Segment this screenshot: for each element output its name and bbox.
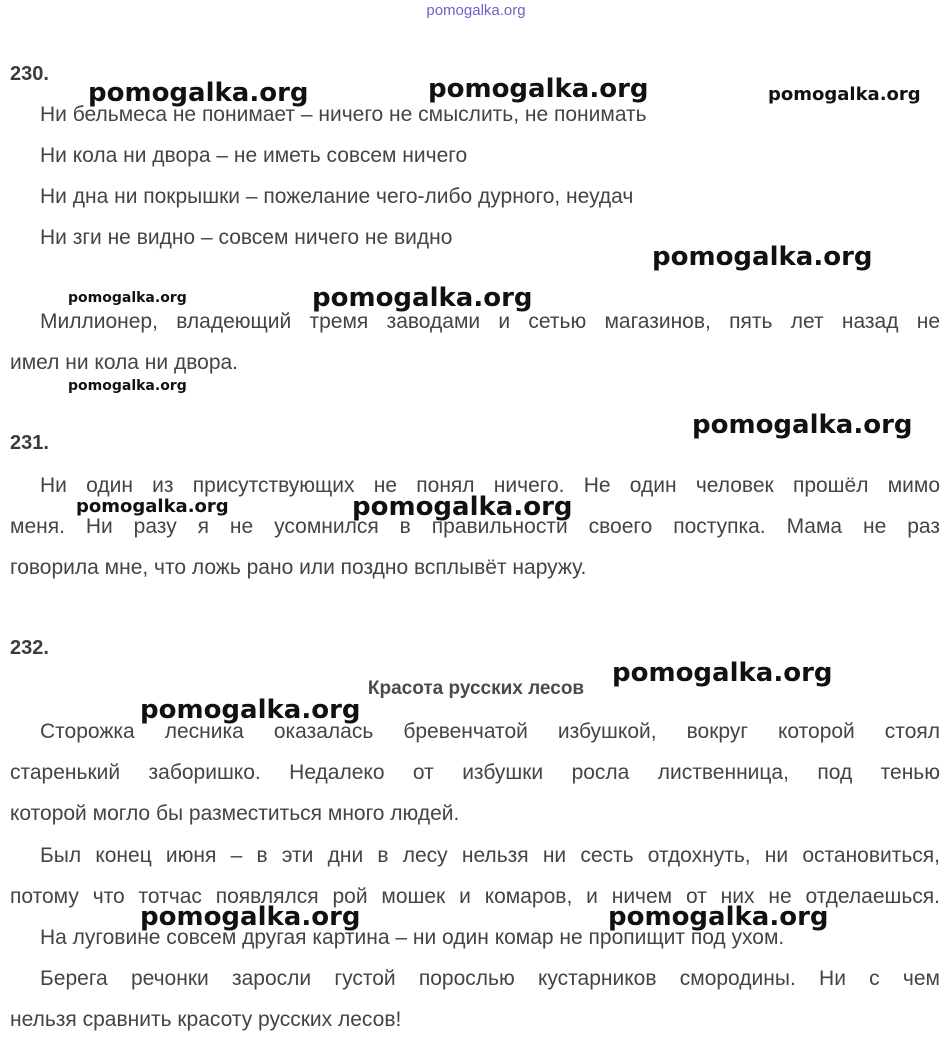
text-row: Ни один из присутствующих не понял ничего. Не один человек прошёл мимо xyxy=(40,474,940,497)
watermark: pomogalka.org xyxy=(768,84,921,105)
watermark: pomogalka.org xyxy=(652,242,873,272)
watermark: pomogalka.org xyxy=(140,902,361,932)
text-row: которой могло бы разместиться много людей. xyxy=(10,802,460,825)
idiom-line: Ни бельмеса не понимает – ничего не смыслить, не понимать xyxy=(40,103,647,126)
text-row: имел ни кола ни двора. xyxy=(10,351,239,374)
watermark: pomogalka.org xyxy=(68,378,187,394)
text-row: На луговине совсем другая картина – ни один комар не пропищит под ухом. xyxy=(40,926,785,949)
text-row: Миллионер, владеющий тремя заводами и сетью магазинов, пять лет назад не xyxy=(40,310,940,333)
text-title: Красота русских лесов xyxy=(367,678,585,699)
exercise-number-230: 230. xyxy=(10,63,49,85)
text-row: говорила мне, что ложь рано или поздно всплывёт наружу. xyxy=(10,556,587,579)
paragraph-232-4 xyxy=(10,958,940,1040)
text-row: Сторожка лесника оказалась бревенчатой избушкой, вокруг которой стоял xyxy=(40,720,940,743)
idiom-line: Ни дна ни покрышки – пожелание чего-либо дурного, неудач xyxy=(40,185,634,208)
watermark: pomogalka.org xyxy=(692,410,913,440)
watermark: pomogalka.org xyxy=(76,496,229,517)
text-row: Был конец июня – в эти дни в лесу нельзя ни сесть отдохнуть, ни остановиться, xyxy=(40,844,940,867)
idiom-line: Ни кола ни двора – не иметь совсем ничего xyxy=(40,144,468,167)
watermark: pomogalka.org xyxy=(608,902,829,932)
watermark: pomogalka.org xyxy=(68,290,187,306)
watermark: pomogalka.org xyxy=(352,492,573,522)
paragraph-230 xyxy=(10,301,940,383)
watermark: pomogalka.org xyxy=(140,695,361,725)
watermark: pomogalka.org xyxy=(312,283,533,313)
text-row: потому что тотчас появлялся рой мошек и комаров, и ничем от них не отделаешься. xyxy=(10,885,940,908)
paragraph-231 xyxy=(10,465,940,588)
watermark: pomogalka.org xyxy=(612,658,833,688)
text-row: нельзя сравнить красоту русских лесов! xyxy=(10,1008,402,1031)
paragraph-232-1 xyxy=(10,711,940,834)
text-row: старенький заборишко. Недалеко от избушки росла лиственница, под тенью xyxy=(10,761,940,784)
text-row: Берега речонки заросли густой порослью кустарников смородины. Ни с чем xyxy=(40,967,940,990)
watermark: pomogalka.org xyxy=(428,74,649,104)
idiom-line: Ни зги не видно – совсем ничего не видно xyxy=(40,226,453,249)
exercise-number-231: 231. xyxy=(10,432,49,454)
site-header[interactable]: pomogalka.org xyxy=(426,2,526,19)
exercise-number-232: 232. xyxy=(10,637,49,659)
text-row: меня. Ни разу я не усомнился в правильности своего поступка. Мама не раз xyxy=(10,515,940,538)
watermark: pomogalka.org xyxy=(88,78,309,108)
